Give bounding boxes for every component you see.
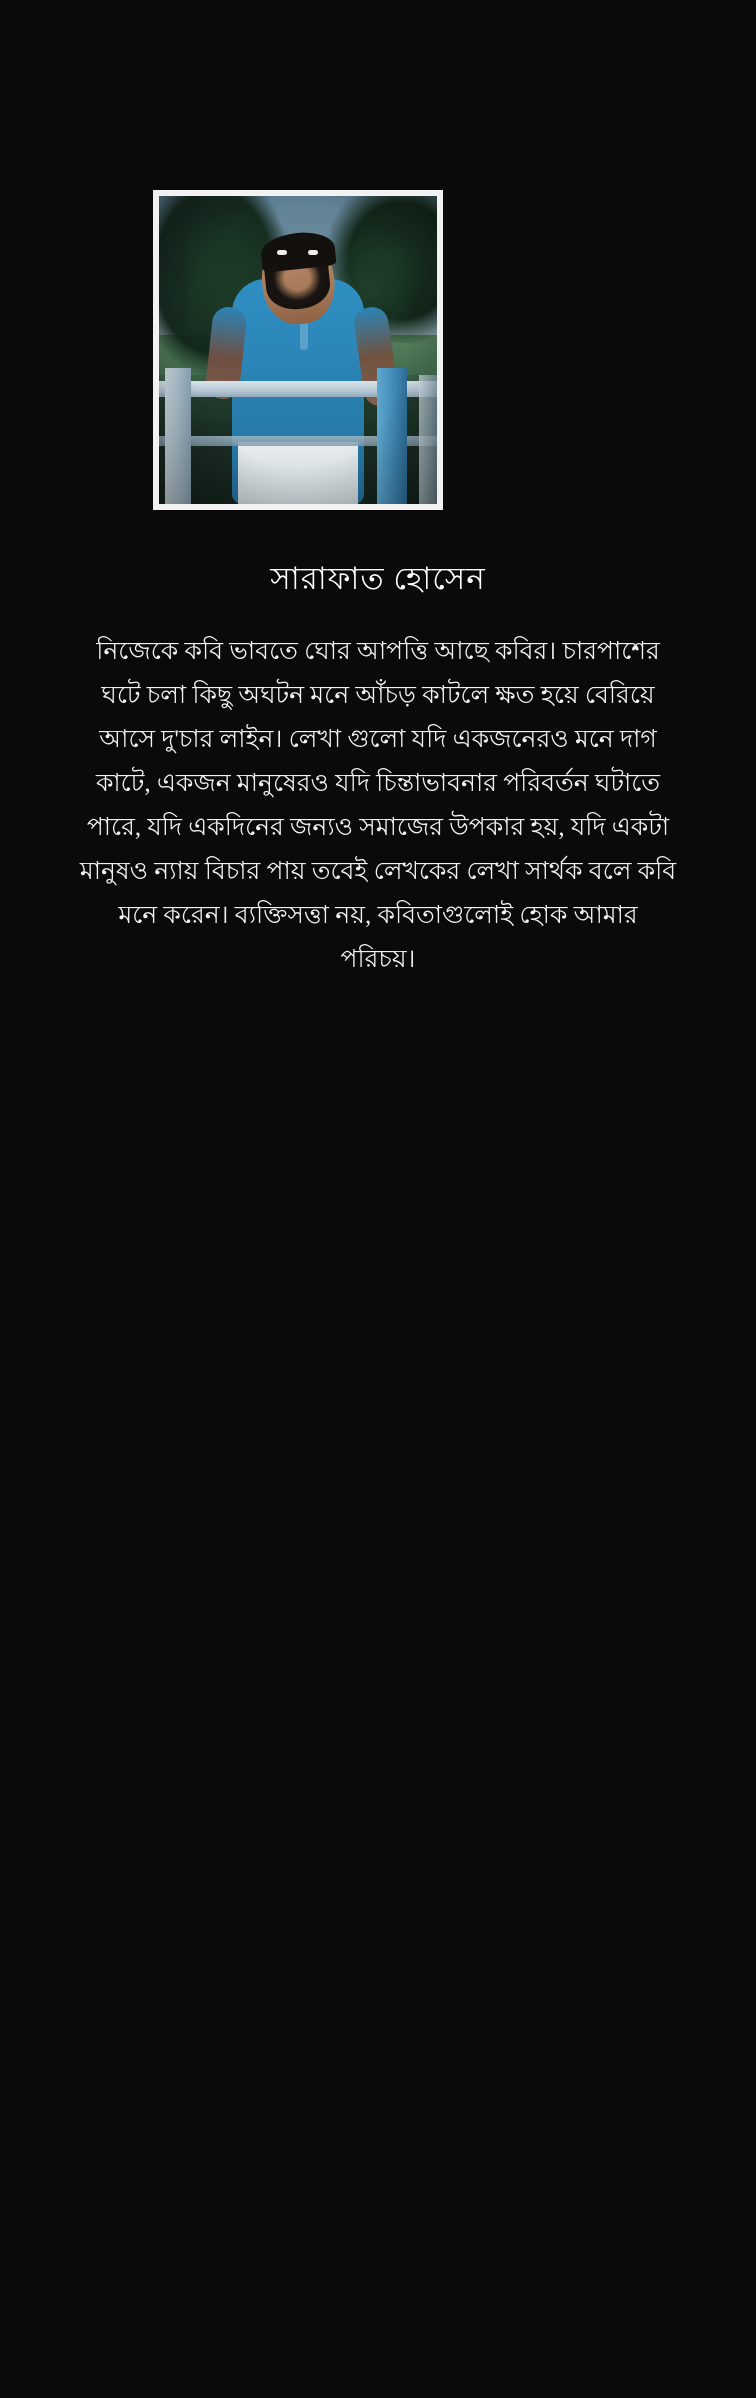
author-name: সারাফাত হোসেন <box>270 561 486 596</box>
author-bio-text: নিজেকে কবি ভাবতে ঘোর আপত্তি আছে কবির। চারপাশের ঘটে চলা কিছু অঘটন মনে আঁচড় কাটলে ক্ষত হয়ে বেরিয়ে আসে দু'চার লাইন। লেখা গুলো যদি একজনেরও মনে দাগ কাটে, একজন মানুষেরও যদি চিন্তাভাবনার পরিবর্তন ঘটাতে পারে, যদি একদিনের জন্যও সমাজের উপকার হয়, যদি একটা মানুষও ন্যায় বিচার পায় তবেই লেখকের লেখা সার্থক বলে কবি মনে করেন। ব্যক্তিসত্তা নয়, কবিতাগুলোই হোক আমার পরিচয়। <box>79 638 677 973</box>
author-portrait-image <box>159 196 437 504</box>
photo-vignette <box>159 196 437 504</box>
author-portrait-frame <box>153 190 443 510</box>
